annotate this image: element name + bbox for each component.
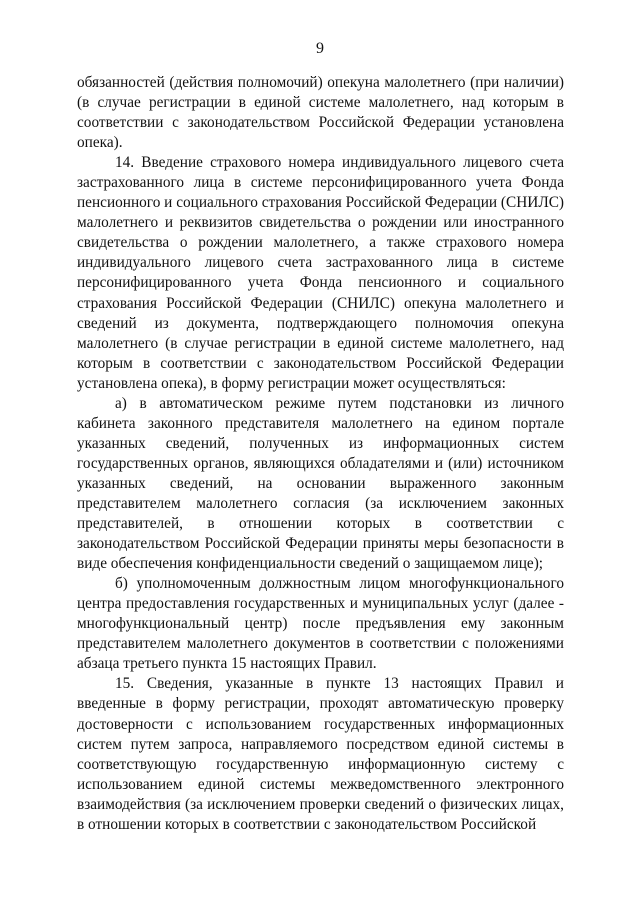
paragraph-subitem-a: а) в автоматическом режиме путем подстановки из личного кабинета законного представителя малолетнего на едином портале указанных сведений, полученных из информационных систем государственных органов, являющихся обладателями и (или) источником указанных сведений, на основании выраженного законным представителем малолетнего согласия (за исключением законных представителей, в отношении которых в соответствии с законодательством Российской Федерации приняты меры безопасности в виде обеспечения конфиденциальности сведений о защищаемом лице); bbox=[77, 394, 564, 573]
paragraph-subitem-b: б) уполномоченным должностным лицом многофункционального центра предоставления государственных и муниципальных услуг (далее - многофункциональный центр) после предъявления ему законным представителем малолетнего документов в соответствии с положениями абзаца третьего пункта 15 настоящих Правил. bbox=[77, 575, 564, 673]
paragraph-continuation: обязанностей (действия полномочий) опекуна малолетнего (при наличии) (в случае регистрации в единой системе малолетнего, над которым в соответствии с законодательством Российской Федерации установлена опека). bbox=[77, 74, 564, 152]
paragraph-item-14: 14. Введение страхового номера индивидуального лицевого счета застрахованного лица в системе персонифицированного учета Фонда пенсионного и социального страхования Российской Федерации (СНИЛС) малолетнего и реквизитов свидетельства о рождении или иностранного свидетельства о рождении малолетнего, а также страхового номера индивидуального лицевого счета застрахованного лица в системе персонифицированного учета Фонда пенсионного и социального страхования Российской Федерации (СНИЛС) опекуна малолетнего и сведений из документа, подтверждающего полномочия опекуна малолетнего (в случае регистрации в единой системе малолетнего, над которым в соответствии с законодательством Российской Федерации установлена опека), в форму регистрации может осуществляться: bbox=[77, 154, 564, 392]
page-number: 9 bbox=[316, 40, 324, 57]
document-body bbox=[77, 73, 564, 835]
paragraph-item-15: 15. Сведения, указанные в пункте 13 настоящих Правил и введенные в форму регистрации, проходят автоматическую проверку достоверности с использованием государственных информационных систем путем запроса, направляемого посредством единой системы в соответствующую государственную информационную систему с использованием единой системы межведомственного электронного взаимодействия (за исключением проверки сведений о физических лицах, в отношении которых в соответствии с законодательством Российской bbox=[77, 675, 564, 833]
